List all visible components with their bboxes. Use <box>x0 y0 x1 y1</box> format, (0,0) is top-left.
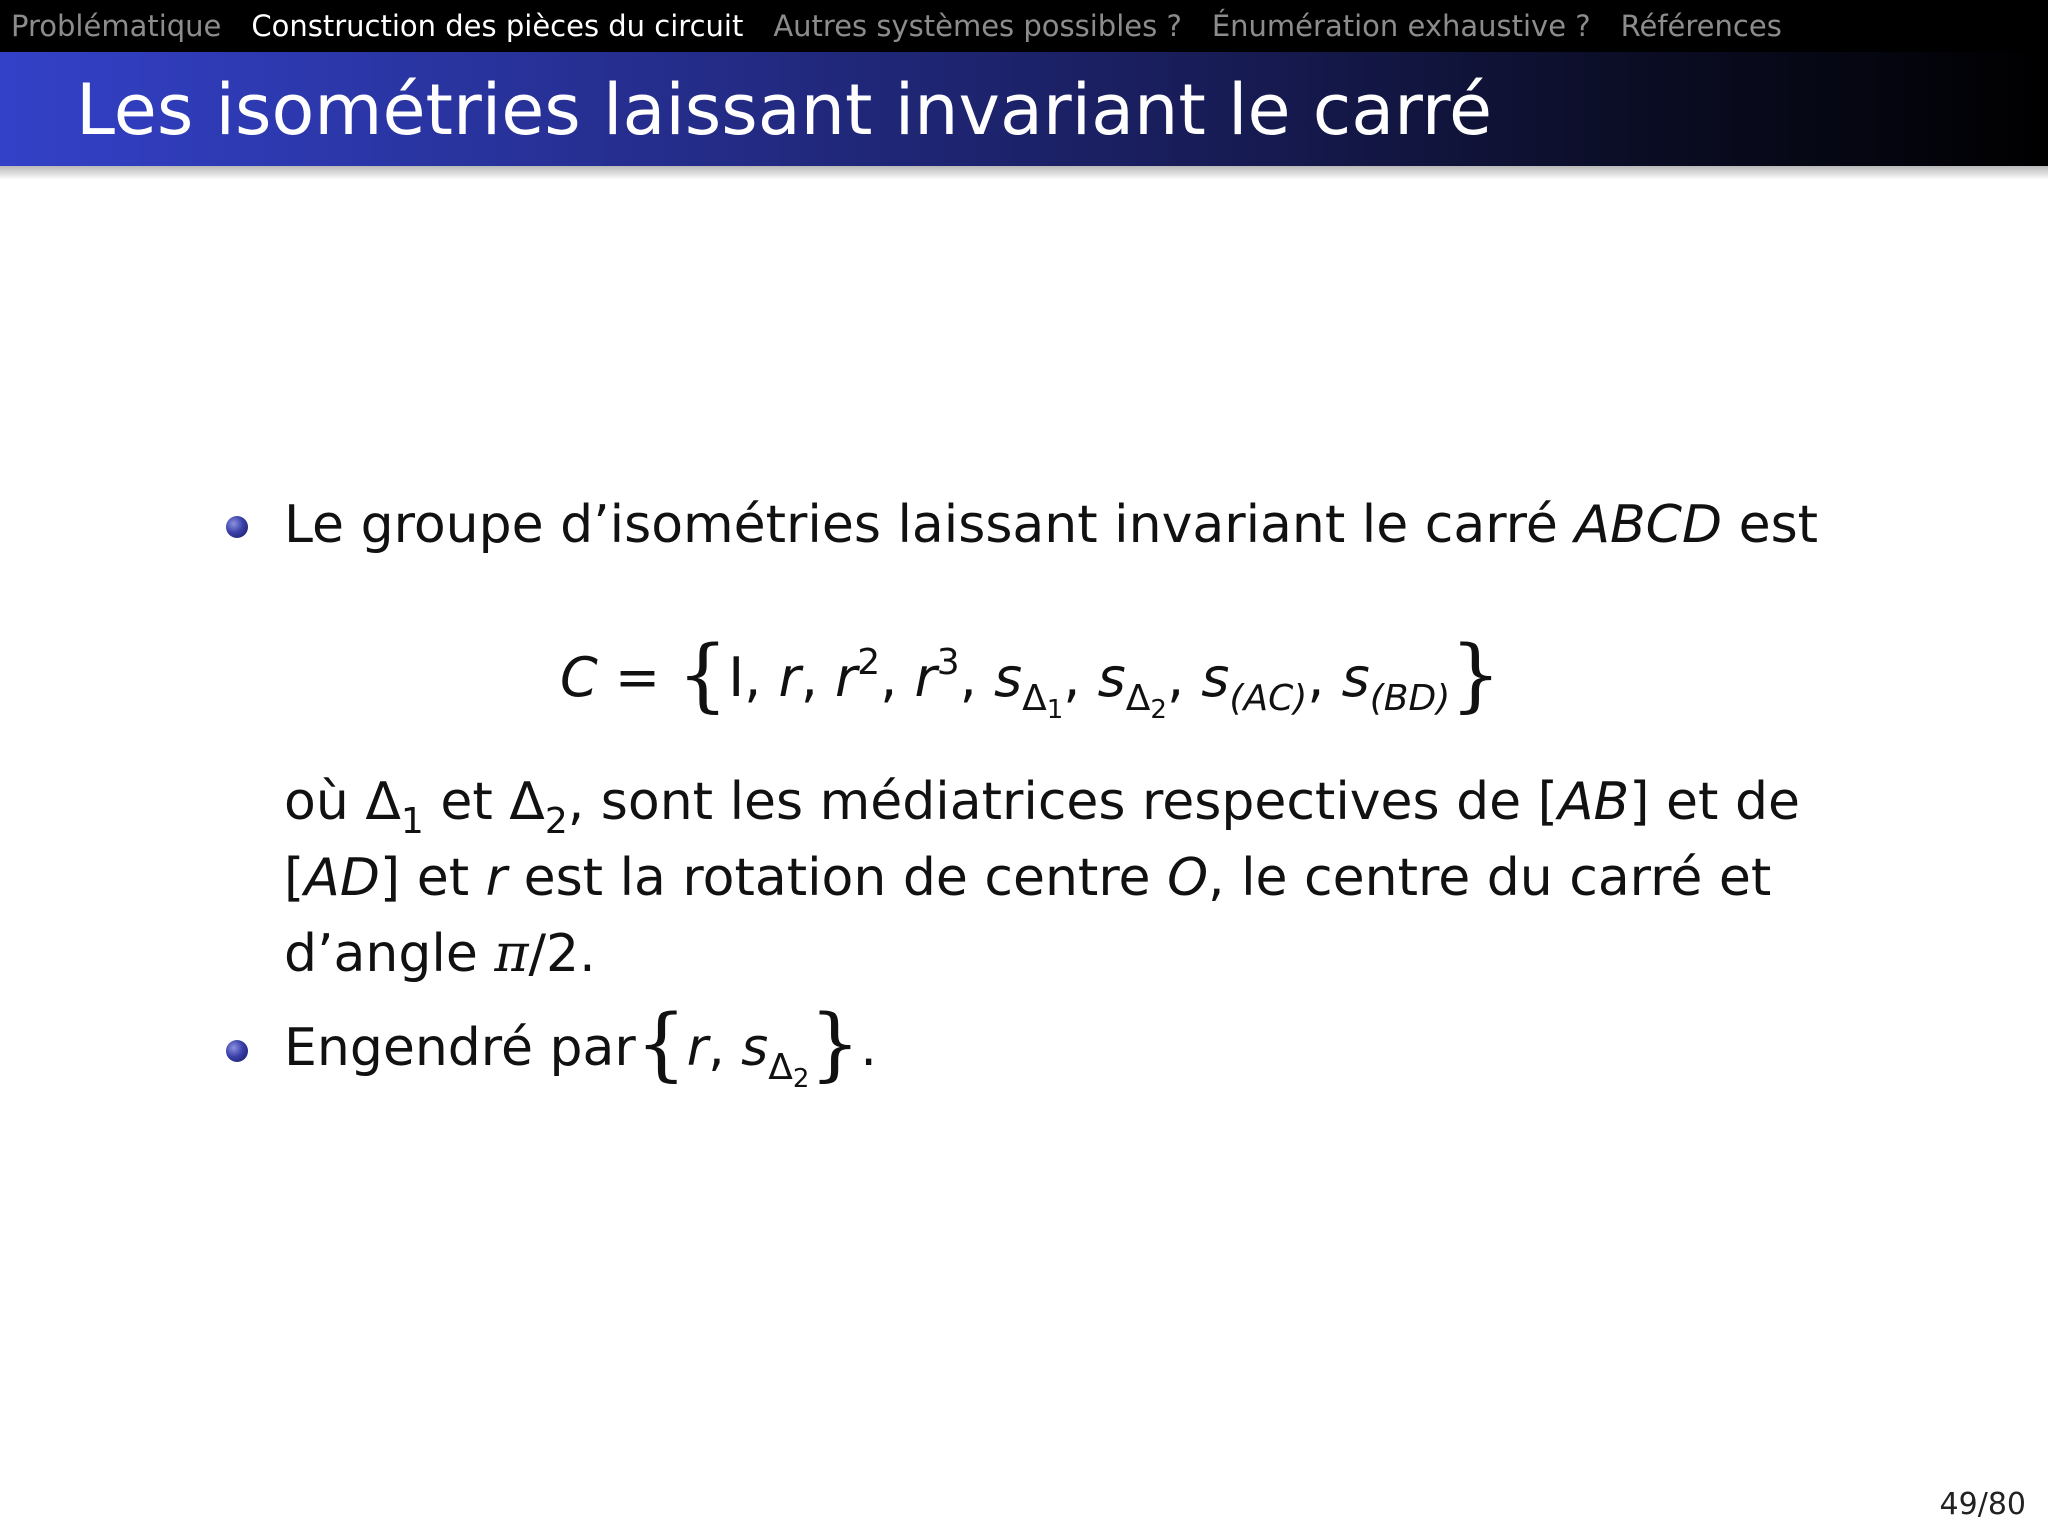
explanation-text: , le centre du carré et <box>1208 848 1772 908</box>
formula-sep: , <box>800 646 836 709</box>
rotation-symbol: r <box>485 848 508 908</box>
formula-s-delta1: s <box>993 646 1023 709</box>
formula-bd: (BD) <box>1369 678 1451 719</box>
explanation-text: [ <box>284 848 305 908</box>
generator-close-brace: } <box>809 997 861 1090</box>
nav-item-enumeration[interactable]: Énumération exhaustive ? <box>1211 9 1591 43</box>
formula-s-ac: s <box>1201 646 1230 709</box>
delta-symbol: Δ <box>509 772 545 832</box>
nav-item-autres-systemes[interactable]: Autres systèmes possibles ? <box>773 9 1182 43</box>
center-symbol: O <box>1167 848 1209 908</box>
explanation-line-3 <box>284 916 596 992</box>
segment-ad: AD <box>304 848 380 908</box>
explanation-text: où <box>284 772 366 832</box>
delta-index-1: 1 <box>400 801 424 842</box>
explanation-line-2 <box>284 840 1771 916</box>
bullet-2-label: Engendré par <box>284 1018 636 1078</box>
formula-idx1: 1 <box>1046 695 1064 725</box>
formula-equals: = <box>597 646 678 709</box>
bullet-1-text-before: Le groupe d’isométries laissant invariant le carré <box>284 495 1575 555</box>
formula-r2-exp: 2 <box>857 642 881 683</box>
formula-sep: , <box>959 646 994 709</box>
bullet-2-period: . <box>860 1018 877 1078</box>
formula-sep: , <box>1063 646 1098 709</box>
formula-idx2: 2 <box>1150 695 1167 725</box>
pi-symbol: π <box>494 924 529 984</box>
formula-r: r <box>778 646 801 709</box>
bullet-icon <box>226 1040 248 1062</box>
bullet-1-text-after: est <box>1722 495 1819 555</box>
formula-delta: Δ <box>1125 678 1151 719</box>
generator-sep: , <box>708 1018 742 1078</box>
delta-index-2: 2 <box>544 801 568 842</box>
generator-r: r <box>686 1018 709 1078</box>
formula-identity: I <box>728 646 745 709</box>
square-name: ABCD <box>1574 495 1723 555</box>
formula-sep: , <box>1307 646 1342 709</box>
formula-r3-base: r <box>914 646 937 709</box>
formula-s-delta2: s <box>1097 646 1126 709</box>
formula-close-brace: } <box>1450 628 1502 721</box>
formula-s-bd: s <box>1341 646 1370 709</box>
explanation-text: d’angle <box>284 924 495 984</box>
explanation-text: et <box>423 772 510 832</box>
nav-item-references[interactable]: Références <box>1620 9 1782 43</box>
delta-symbol: Δ <box>365 772 401 832</box>
formula-lhs: C <box>560 646 598 709</box>
explanation-text: ] et <box>379 848 486 908</box>
formula-r3-exp: 3 <box>936 642 960 683</box>
bullet-icon <box>226 516 248 538</box>
page-number: 49/80 <box>1939 1487 2026 1522</box>
formula-r2-base: r <box>835 646 858 709</box>
formula-sep: , <box>880 646 915 709</box>
formula-sep: , <box>744 646 779 709</box>
isometry-group-formula <box>560 625 1501 748</box>
nav-item-problematique[interactable]: Problématique <box>11 9 222 43</box>
generator-idx2: 2 <box>792 1064 810 1094</box>
explanation-text: , sont les médiatrices respectives de [ <box>567 772 1558 832</box>
slide-title: Les isométries laissant invariant le carré <box>76 69 1493 151</box>
explanation-text: ] et de <box>1629 772 1800 832</box>
bullet-1-text <box>284 487 1818 563</box>
explanation-text: /2. <box>528 924 596 984</box>
generator-delta: Δ <box>768 1047 793 1088</box>
segment-ab: AB <box>1557 772 1630 832</box>
explanation-text: est la rotation de centre <box>507 848 1168 908</box>
formula-open-brace: { <box>677 628 729 721</box>
generator-open-brace: { <box>635 997 687 1090</box>
generator-s: s <box>741 1018 769 1078</box>
formula-sep: , <box>1166 646 1202 709</box>
nav-item-construction[interactable]: Construction des pièces du circuit <box>251 9 744 43</box>
bullet-2-text <box>284 997 877 1117</box>
formula-ac: (AC) <box>1229 678 1308 719</box>
formula-delta: Δ <box>1022 678 1047 719</box>
